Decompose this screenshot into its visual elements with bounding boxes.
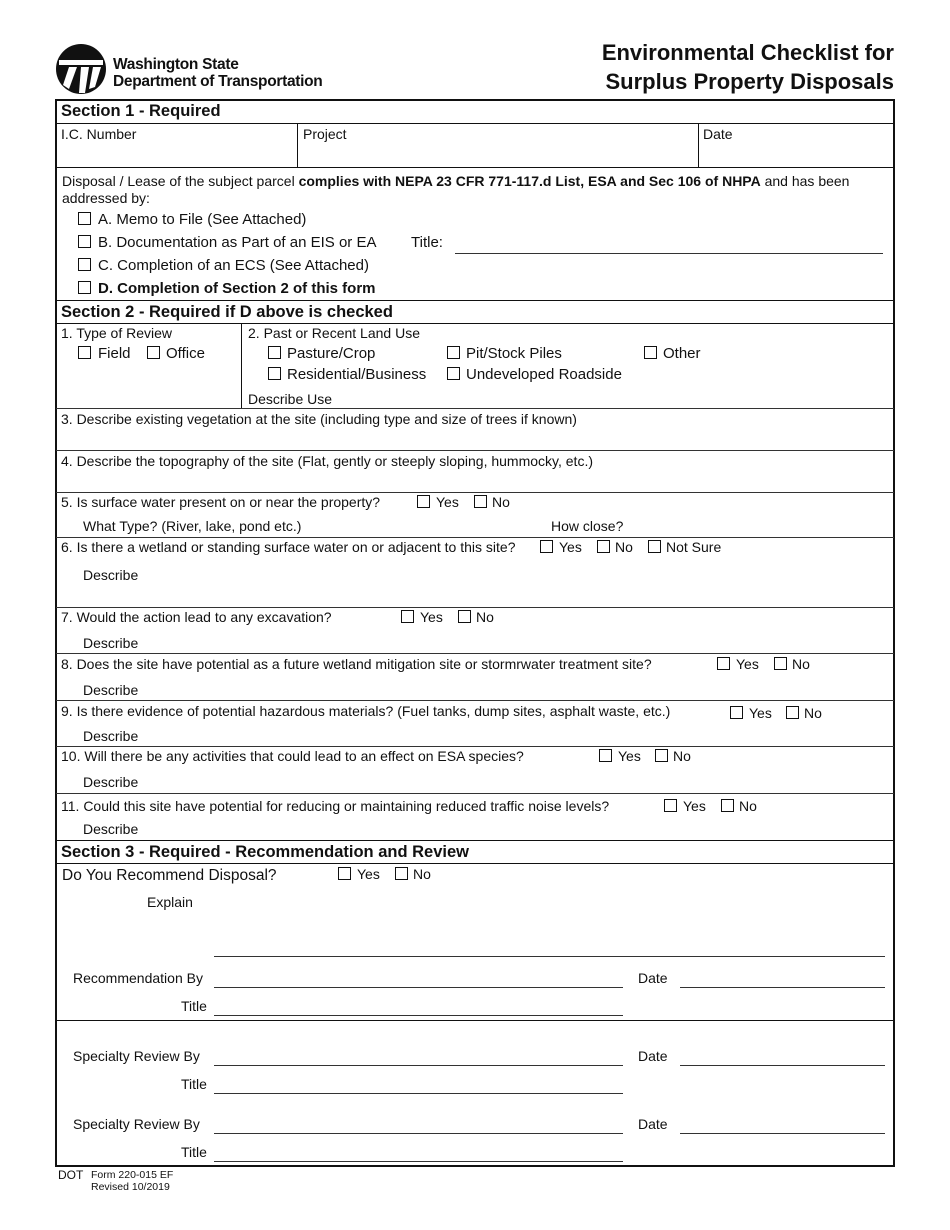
- specialty-date-label-2: Date: [638, 1116, 668, 1132]
- q2-label: 2. Past or Recent Land Use: [248, 325, 420, 341]
- q7-no-checkbox[interactable]: [458, 610, 471, 623]
- q5-close-label: How close?: [551, 518, 624, 534]
- specialty-review-by-line-2[interactable]: [214, 1133, 623, 1134]
- recommendation-title-line[interactable]: [214, 1015, 623, 1016]
- specialty-date-line-1[interactable]: [680, 1065, 885, 1066]
- wsdot-logo: [55, 43, 107, 95]
- title-input-line[interactable]: [455, 253, 883, 254]
- recommendation-date-label: Date: [638, 970, 668, 986]
- specialty-title-label-1: Title: [181, 1076, 207, 1092]
- q9-no-label: No: [804, 705, 822, 721]
- q11-yes-label: Yes: [683, 798, 706, 814]
- q9-yes-label: Yes: [749, 705, 772, 721]
- q10-no-label: No: [673, 748, 691, 764]
- divider: [56, 300, 894, 301]
- q11-no-label: No: [739, 798, 757, 814]
- divider: [56, 167, 894, 168]
- section1-intro-line2: addressed by:: [62, 190, 150, 206]
- q9-yes-checkbox[interactable]: [730, 706, 743, 719]
- divider: [241, 323, 242, 408]
- divider: [56, 700, 894, 701]
- q8-yes-checkbox[interactable]: [717, 657, 730, 670]
- q10-yes-checkbox[interactable]: [599, 749, 612, 762]
- specialty-date-label-1: Date: [638, 1048, 668, 1064]
- q10-yes-label: Yes: [618, 748, 641, 764]
- option-c-label: C. Completion of an ECS (See Attached): [98, 257, 369, 274]
- divider: [698, 123, 699, 167]
- residential-checkbox[interactable]: [268, 367, 281, 380]
- q8-label: 8. Does the site have potential as a future wetland mitigation site or stormrwater treatment site?: [61, 656, 652, 672]
- specialty-review-by-label-2: Specialty Review By: [73, 1116, 200, 1132]
- q11-label: 11. Could this site have potential for reducing or maintaining reduced traffic noise levels?: [61, 798, 610, 814]
- q6-not-sure-label: Not Sure: [666, 539, 722, 555]
- q10-describe-label: Describe: [83, 774, 139, 790]
- footer-dot: DOT: [58, 1168, 84, 1182]
- q6-label: 6. Is there a wetland or standing surface water on or adjacent to this site?: [61, 539, 516, 555]
- recommend-no-checkbox[interactable]: [395, 867, 408, 880]
- pit-checkbox[interactable]: [447, 346, 460, 359]
- recommend-yes-label: Yes: [357, 866, 380, 882]
- q5-no-checkbox[interactable]: [474, 495, 487, 508]
- recommendation-date-line[interactable]: [680, 987, 885, 988]
- agency-name-line2: Department of Transportation: [113, 73, 323, 90]
- q6-not-sure-checkbox[interactable]: [648, 540, 661, 553]
- agency-name-line1: Washington State: [113, 56, 239, 73]
- specialty-review-by-label-1: Specialty Review By: [73, 1048, 200, 1064]
- divider: [56, 1020, 894, 1021]
- title-label: Title:: [411, 234, 443, 251]
- q5-label: 5. Is surface water present on or near the property?: [61, 494, 381, 510]
- divider: [56, 450, 894, 451]
- q6-describe-label: Describe: [83, 567, 139, 583]
- q5-no-label: No: [492, 494, 510, 510]
- divider: [56, 840, 894, 841]
- undeveloped-label: Undeveloped Roadside: [466, 366, 622, 383]
- date-label: Date: [703, 126, 733, 142]
- specialty-date-line-2[interactable]: [680, 1133, 885, 1134]
- pasture-checkbox[interactable]: [268, 346, 281, 359]
- q11-describe-label: Describe: [83, 821, 139, 837]
- review-office-checkbox[interactable]: [147, 346, 160, 359]
- residential-label: Residential/Business: [287, 366, 427, 383]
- recommend-yes-checkbox[interactable]: [338, 867, 351, 880]
- option-a-checkbox[interactable]: [78, 212, 91, 225]
- q5-type-label: What Type? (River, lake, pond etc.): [83, 518, 302, 534]
- footer-revised: Revised 10/2019: [91, 1181, 170, 1193]
- specialty-review-by-line-1[interactable]: [214, 1065, 623, 1066]
- q8-no-label: No: [792, 656, 810, 672]
- other-checkbox[interactable]: [644, 346, 657, 359]
- section2-heading: Section 2 - Required if D above is checked: [61, 303, 393, 321]
- specialty-title-line-1[interactable]: [214, 1093, 623, 1094]
- review-office-label: Office: [166, 345, 205, 362]
- review-field-checkbox[interactable]: [78, 346, 91, 359]
- divider: [56, 863, 894, 864]
- q11-yes-checkbox[interactable]: [664, 799, 677, 812]
- describe-use-label: Describe Use: [248, 391, 333, 407]
- q7-no-label: No: [476, 609, 494, 625]
- q6-yes-label: Yes: [559, 539, 582, 555]
- option-d-checkbox[interactable]: [78, 281, 91, 294]
- q4-label: 4. Describe the topography of the site (Flat, gently or steeply sloping, hummocky, etc.): [61, 453, 593, 469]
- form-title-line2: Surplus Property Disposals: [605, 69, 894, 94]
- intro-text-end: and has been: [760, 173, 850, 189]
- recommendation-title-label: Title: [181, 998, 207, 1014]
- divider: [297, 123, 298, 167]
- divider: [56, 746, 894, 747]
- explain-label: Explain: [147, 894, 193, 910]
- q9-no-checkbox[interactable]: [786, 706, 799, 719]
- option-a-label: A. Memo to File (See Attached): [98, 211, 307, 228]
- divider: [56, 653, 894, 654]
- divider: [56, 607, 894, 608]
- q8-yes-label: Yes: [736, 656, 759, 672]
- q3-label: 3. Describe existing vegetation at the site (including type and size of trees if known): [61, 411, 577, 427]
- date-field[interactable]: [700, 124, 893, 166]
- divider: [56, 793, 894, 794]
- divider: [56, 323, 894, 324]
- section3-heading: Section 3 - Required - Recommendation and Review: [61, 843, 469, 861]
- pit-label: Pit/Stock Piles: [466, 345, 562, 362]
- q9-describe-label: Describe: [83, 728, 139, 744]
- review-field-label: Field: [98, 345, 131, 362]
- q8-describe-label: Describe: [83, 682, 139, 698]
- option-c-checkbox[interactable]: [78, 258, 91, 271]
- recommend-question: Do You Recommend Disposal?: [62, 867, 277, 884]
- q5-yes-label: Yes: [436, 494, 459, 510]
- q5-yes-checkbox[interactable]: [417, 495, 430, 508]
- option-d-label: D. Completion of Section 2 of this form: [98, 280, 376, 297]
- q1-label: 1. Type of Review: [61, 325, 173, 341]
- option-b-checkbox[interactable]: [78, 235, 91, 248]
- explain-input-line[interactable]: [214, 956, 885, 957]
- q7-label: 7. Would the action lead to any excavation?: [61, 609, 332, 625]
- q9-label: 9. Is there evidence of potential hazardous materials? (Fuel tanks, dump sites, asphalt waste, etc.): [61, 703, 671, 719]
- footer-form-number: Form 220-015 EF: [91, 1169, 174, 1181]
- ic-number-label: I.C. Number: [61, 126, 137, 142]
- section1-heading: Section 1 - Required: [61, 102, 221, 120]
- specialty-title-line-2[interactable]: [214, 1161, 623, 1162]
- recommendation-by-line[interactable]: [214, 987, 623, 988]
- q11-no-checkbox[interactable]: [721, 799, 734, 812]
- form-title-line1: Environmental Checklist for: [601, 40, 894, 65]
- recommendation-by-label: Recommendation By: [73, 970, 203, 986]
- specialty-title-label-2: Title: [181, 1144, 207, 1160]
- q10-label: 10. Will there be any activities that could lead to an effect on ESA species?: [61, 748, 524, 764]
- q6-yes-checkbox[interactable]: [540, 540, 553, 553]
- divider: [56, 408, 894, 409]
- q6-no-checkbox[interactable]: [597, 540, 610, 553]
- q10-no-checkbox[interactable]: [655, 749, 668, 762]
- intro-text: Disposal / Lease of the subject parcel: [62, 173, 299, 189]
- pasture-label: Pasture/Crop: [287, 345, 376, 362]
- q8-no-checkbox[interactable]: [774, 657, 787, 670]
- q7-yes-label: Yes: [420, 609, 443, 625]
- ic-number-field[interactable]: [57, 124, 297, 166]
- undeveloped-checkbox[interactable]: [447, 367, 460, 380]
- recommend-no-label: No: [413, 866, 431, 882]
- divider: [56, 537, 894, 538]
- q7-describe-label: Describe: [83, 635, 139, 651]
- wsdot-logo-icon: [55, 43, 107, 95]
- other-label: Other: [663, 345, 701, 362]
- option-b-label: B. Documentation as Part of an EIS or EA: [98, 234, 377, 251]
- project-label: Project: [303, 126, 347, 142]
- q7-yes-checkbox[interactable]: [401, 610, 414, 623]
- intro-bold-text: complies with NEPA 23 CFR 771-117.d List, ESA and Sec 106 of NHPA: [298, 173, 761, 189]
- section1-intro: [62, 173, 849, 189]
- q6-no-label: No: [615, 539, 633, 555]
- project-field[interactable]: [299, 124, 697, 166]
- divider: [56, 492, 894, 493]
